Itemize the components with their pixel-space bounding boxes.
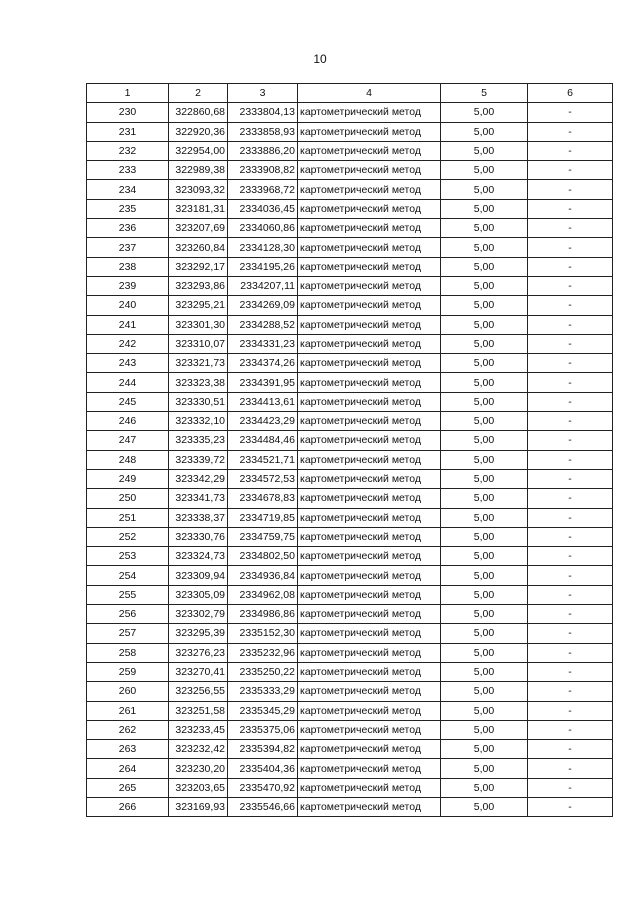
note-cell: -: [528, 392, 613, 411]
x-coordinate-cell: 323310,07: [169, 334, 228, 353]
method-cell: картометрический метод: [298, 238, 441, 257]
accuracy-cell: 5,00: [441, 547, 528, 566]
note-cell: -: [528, 276, 613, 295]
table-row: [87, 527, 613, 546]
accuracy-cell: 5,00: [441, 257, 528, 276]
method-cell: картометрический метод: [298, 431, 441, 450]
table-row: [87, 547, 613, 566]
y-coordinate-cell: 2333886,20: [228, 141, 298, 160]
table-row: [87, 469, 613, 488]
accuracy-cell: 5,00: [441, 566, 528, 585]
accuracy-cell: 5,00: [441, 797, 528, 816]
x-coordinate-cell: 323295,21: [169, 296, 228, 315]
x-coordinate-cell: 323321,73: [169, 354, 228, 373]
accuracy-cell: 5,00: [441, 199, 528, 218]
method-cell: картометрический метод: [298, 682, 441, 701]
note-cell: -: [528, 778, 613, 797]
note-cell: -: [528, 161, 613, 180]
accuracy-cell: 5,00: [441, 238, 528, 257]
x-coordinate-cell: 323256,55: [169, 682, 228, 701]
y-coordinate-cell: 2335470,92: [228, 778, 298, 797]
point-number-cell: 245: [87, 392, 169, 411]
table-row: [87, 373, 613, 392]
x-coordinate-cell: 323339,72: [169, 450, 228, 469]
point-number-cell: 253: [87, 547, 169, 566]
accuracy-cell: 5,00: [441, 585, 528, 604]
method-cell: картометрический метод: [298, 141, 441, 160]
x-coordinate-cell: 323305,09: [169, 585, 228, 604]
y-coordinate-cell: 2334802,50: [228, 547, 298, 566]
note-cell: -: [528, 180, 613, 199]
y-coordinate-cell: 2335546,66: [228, 797, 298, 816]
accuracy-cell: 5,00: [441, 720, 528, 739]
y-coordinate-cell: 2334962,08: [228, 585, 298, 604]
table-row: [87, 141, 613, 160]
table-row: [87, 682, 613, 701]
page-number: 10: [313, 52, 327, 66]
x-coordinate-cell: 323309,94: [169, 566, 228, 585]
point-number-cell: 262: [87, 720, 169, 739]
x-coordinate-cell: 323292,17: [169, 257, 228, 276]
method-cell: картометрический метод: [298, 103, 441, 122]
x-coordinate-cell: 322860,68: [169, 103, 228, 122]
x-coordinate-cell: 323233,45: [169, 720, 228, 739]
column-header: 5: [441, 84, 528, 103]
y-coordinate-cell: 2334288,52: [228, 315, 298, 334]
note-cell: -: [528, 701, 613, 720]
column-header: 6: [528, 84, 613, 103]
y-coordinate-cell: 2334391,95: [228, 373, 298, 392]
x-coordinate-cell: 323341,73: [169, 489, 228, 508]
point-number-cell: 265: [87, 778, 169, 797]
table-row: [87, 334, 613, 353]
method-cell: картометрический метод: [298, 412, 441, 431]
method-cell: картометрический метод: [298, 199, 441, 218]
y-coordinate-cell: 2335152,30: [228, 624, 298, 643]
accuracy-cell: 5,00: [441, 392, 528, 411]
method-cell: картометрический метод: [298, 605, 441, 624]
point-number-cell: 248: [87, 450, 169, 469]
y-coordinate-cell: 2335404,36: [228, 759, 298, 778]
x-coordinate-cell: 323332,10: [169, 412, 228, 431]
y-coordinate-cell: 2334719,85: [228, 508, 298, 527]
method-cell: картометрический метод: [298, 296, 441, 315]
y-coordinate-cell: 2334936,84: [228, 566, 298, 585]
y-coordinate-cell: 2333908,82: [228, 161, 298, 180]
note-cell: -: [528, 334, 613, 353]
note-cell: -: [528, 122, 613, 141]
point-number-cell: 251: [87, 508, 169, 527]
accuracy-cell: 5,00: [441, 759, 528, 778]
x-coordinate-cell: 323251,58: [169, 701, 228, 720]
point-number-cell: 258: [87, 643, 169, 662]
x-coordinate-cell: 323270,41: [169, 662, 228, 681]
x-coordinate-cell: 322989,38: [169, 161, 228, 180]
table-row: [87, 354, 613, 373]
table-row: [87, 180, 613, 199]
method-cell: картометрический метод: [298, 122, 441, 141]
table-header: [87, 84, 613, 103]
point-number-cell: 235: [87, 199, 169, 218]
note-cell: -: [528, 527, 613, 546]
table-row: [87, 759, 613, 778]
y-coordinate-cell: 2334413,61: [228, 392, 298, 411]
point-number-cell: 232: [87, 141, 169, 160]
note-cell: -: [528, 141, 613, 160]
note-cell: -: [528, 431, 613, 450]
y-coordinate-cell: 2333858,93: [228, 122, 298, 141]
method-cell: картометрический метод: [298, 161, 441, 180]
note-cell: -: [528, 219, 613, 238]
method-cell: картометрический метод: [298, 257, 441, 276]
accuracy-cell: 5,00: [441, 276, 528, 295]
table-row: [87, 257, 613, 276]
note-cell: -: [528, 373, 613, 392]
point-number-cell: 256: [87, 605, 169, 624]
accuracy-cell: 5,00: [441, 431, 528, 450]
note-cell: -: [528, 682, 613, 701]
x-coordinate-cell: 323276,23: [169, 643, 228, 662]
note-cell: -: [528, 547, 613, 566]
table-row: [87, 392, 613, 411]
table-row: [87, 643, 613, 662]
table-row: [87, 778, 613, 797]
column-header: 3: [228, 84, 298, 103]
accuracy-cell: 5,00: [441, 682, 528, 701]
y-coordinate-cell: 2334759,75: [228, 527, 298, 546]
point-number-cell: 239: [87, 276, 169, 295]
method-cell: картометрический метод: [298, 508, 441, 527]
table-row: [87, 103, 613, 122]
accuracy-cell: 5,00: [441, 605, 528, 624]
y-coordinate-cell: 2335232,96: [228, 643, 298, 662]
y-coordinate-cell: 2334195,26: [228, 257, 298, 276]
y-coordinate-cell: 2333804,13: [228, 103, 298, 122]
note-cell: -: [528, 103, 613, 122]
point-number-cell: 241: [87, 315, 169, 334]
accuracy-cell: 5,00: [441, 373, 528, 392]
table-row: [87, 720, 613, 739]
y-coordinate-cell: 2334128,30: [228, 238, 298, 257]
accuracy-cell: 5,00: [441, 103, 528, 122]
y-coordinate-cell: 2334060,86: [228, 219, 298, 238]
point-number-cell: 254: [87, 566, 169, 585]
x-coordinate-cell: 323203,65: [169, 778, 228, 797]
point-number-cell: 250: [87, 489, 169, 508]
accuracy-cell: 5,00: [441, 334, 528, 353]
table-row: [87, 740, 613, 759]
method-cell: картометрический метод: [298, 315, 441, 334]
accuracy-cell: 5,00: [441, 412, 528, 431]
x-coordinate-cell: 323232,42: [169, 740, 228, 759]
y-coordinate-cell: 2334521,71: [228, 450, 298, 469]
header-row: [87, 84, 613, 103]
method-cell: картометрический метод: [298, 219, 441, 238]
accuracy-cell: 5,00: [441, 527, 528, 546]
table-row: [87, 219, 613, 238]
point-number-cell: 243: [87, 354, 169, 373]
x-coordinate-cell: 323335,23: [169, 431, 228, 450]
method-cell: картометрический метод: [298, 469, 441, 488]
method-cell: картометрический метод: [298, 759, 441, 778]
y-coordinate-cell: 2335375,06: [228, 720, 298, 739]
table-row: [87, 566, 613, 585]
method-cell: картометрический метод: [298, 585, 441, 604]
point-number-cell: 257: [87, 624, 169, 643]
x-coordinate-cell: 323293,86: [169, 276, 228, 295]
note-cell: -: [528, 797, 613, 816]
x-coordinate-cell: 323295,39: [169, 624, 228, 643]
x-coordinate-cell: 323301,30: [169, 315, 228, 334]
method-cell: картометрический метод: [298, 662, 441, 681]
method-cell: картометрический метод: [298, 334, 441, 353]
y-coordinate-cell: 2335345,29: [228, 701, 298, 720]
note-cell: -: [528, 643, 613, 662]
coordinates-table: [86, 83, 613, 817]
accuracy-cell: 5,00: [441, 450, 528, 469]
y-coordinate-cell: 2334331,23: [228, 334, 298, 353]
method-cell: картометрический метод: [298, 373, 441, 392]
point-number-cell: 266: [87, 797, 169, 816]
point-number-cell: 260: [87, 682, 169, 701]
accuracy-cell: 5,00: [441, 740, 528, 759]
note-cell: -: [528, 450, 613, 469]
accuracy-cell: 5,00: [441, 161, 528, 180]
y-coordinate-cell: 2333968,72: [228, 180, 298, 199]
column-header: 4: [298, 84, 441, 103]
point-number-cell: 261: [87, 701, 169, 720]
x-coordinate-cell: 322920,36: [169, 122, 228, 141]
y-coordinate-cell: 2334484,46: [228, 431, 298, 450]
point-number-cell: 246: [87, 412, 169, 431]
x-coordinate-cell: 323338,37: [169, 508, 228, 527]
table-row: [87, 238, 613, 257]
y-coordinate-cell: 2334036,45: [228, 199, 298, 218]
x-coordinate-cell: 323181,31: [169, 199, 228, 218]
y-coordinate-cell: 2334678,83: [228, 489, 298, 508]
note-cell: -: [528, 759, 613, 778]
x-coordinate-cell: 323093,32: [169, 180, 228, 199]
table-row: [87, 276, 613, 295]
method-cell: картометрический метод: [298, 778, 441, 797]
point-number-cell: 236: [87, 219, 169, 238]
method-cell: картометрический метод: [298, 740, 441, 759]
x-coordinate-cell: 323260,84: [169, 238, 228, 257]
method-cell: картометрический метод: [298, 489, 441, 508]
method-cell: картометрический метод: [298, 566, 441, 585]
table-row: [87, 605, 613, 624]
accuracy-cell: 5,00: [441, 315, 528, 334]
point-number-cell: 244: [87, 373, 169, 392]
x-coordinate-cell: 322954,00: [169, 141, 228, 160]
table-row: [87, 662, 613, 681]
y-coordinate-cell: 2334572,53: [228, 469, 298, 488]
accuracy-cell: 5,00: [441, 469, 528, 488]
table-row: [87, 315, 613, 334]
point-number-cell: 249: [87, 469, 169, 488]
method-cell: картометрический метод: [298, 392, 441, 411]
point-number-cell: 242: [87, 334, 169, 353]
method-cell: картометрический метод: [298, 720, 441, 739]
accuracy-cell: 5,00: [441, 489, 528, 508]
x-coordinate-cell: 323169,93: [169, 797, 228, 816]
accuracy-cell: 5,00: [441, 508, 528, 527]
table-row: [87, 701, 613, 720]
table-row: [87, 585, 613, 604]
point-number-cell: 234: [87, 180, 169, 199]
note-cell: -: [528, 566, 613, 585]
accuracy-cell: 5,00: [441, 624, 528, 643]
note-cell: -: [528, 585, 613, 604]
x-coordinate-cell: 323230,20: [169, 759, 228, 778]
table-row: [87, 508, 613, 527]
accuracy-cell: 5,00: [441, 643, 528, 662]
point-number-cell: 264: [87, 759, 169, 778]
table-row: [87, 296, 613, 315]
table-body: [87, 103, 613, 817]
table-row: [87, 431, 613, 450]
accuracy-cell: 5,00: [441, 701, 528, 720]
method-cell: картометрический метод: [298, 180, 441, 199]
method-cell: картометрический метод: [298, 624, 441, 643]
note-cell: -: [528, 238, 613, 257]
point-number-cell: 263: [87, 740, 169, 759]
method-cell: картометрический метод: [298, 450, 441, 469]
column-header: 2: [169, 84, 228, 103]
note-cell: -: [528, 257, 613, 276]
method-cell: картометрический метод: [298, 354, 441, 373]
method-cell: картометрический метод: [298, 701, 441, 720]
point-number-cell: 230: [87, 103, 169, 122]
table-row: [87, 161, 613, 180]
table-row: [87, 199, 613, 218]
note-cell: -: [528, 624, 613, 643]
x-coordinate-cell: 323207,69: [169, 219, 228, 238]
y-coordinate-cell: 2334986,86: [228, 605, 298, 624]
note-cell: -: [528, 296, 613, 315]
accuracy-cell: 5,00: [441, 141, 528, 160]
x-coordinate-cell: 323330,76: [169, 527, 228, 546]
method-cell: картометрический метод: [298, 547, 441, 566]
x-coordinate-cell: 323324,73: [169, 547, 228, 566]
table-row: [87, 412, 613, 431]
y-coordinate-cell: 2334423,29: [228, 412, 298, 431]
method-cell: картометрический метод: [298, 797, 441, 816]
accuracy-cell: 5,00: [441, 219, 528, 238]
note-cell: -: [528, 489, 613, 508]
table-row: [87, 450, 613, 469]
point-number-cell: 233: [87, 161, 169, 180]
y-coordinate-cell: 2334374,26: [228, 354, 298, 373]
y-coordinate-cell: 2334269,09: [228, 296, 298, 315]
accuracy-cell: 5,00: [441, 662, 528, 681]
note-cell: -: [528, 412, 613, 431]
point-number-cell: 252: [87, 527, 169, 546]
y-coordinate-cell: 2335250,22: [228, 662, 298, 681]
point-number-cell: 259: [87, 662, 169, 681]
point-number-cell: 231: [87, 122, 169, 141]
accuracy-cell: 5,00: [441, 180, 528, 199]
accuracy-cell: 5,00: [441, 778, 528, 797]
accuracy-cell: 5,00: [441, 296, 528, 315]
table-row: [87, 624, 613, 643]
x-coordinate-cell: 323330,51: [169, 392, 228, 411]
point-number-cell: 237: [87, 238, 169, 257]
note-cell: -: [528, 354, 613, 373]
table-row: [87, 797, 613, 816]
note-cell: -: [528, 508, 613, 527]
note-cell: -: [528, 469, 613, 488]
y-coordinate-cell: 2335333,29: [228, 682, 298, 701]
note-cell: -: [528, 662, 613, 681]
accuracy-cell: 5,00: [441, 122, 528, 141]
note-cell: -: [528, 740, 613, 759]
table-row: [87, 489, 613, 508]
x-coordinate-cell: 323323,38: [169, 373, 228, 392]
note-cell: -: [528, 605, 613, 624]
note-cell: -: [528, 199, 613, 218]
y-coordinate-cell: 2335394,82: [228, 740, 298, 759]
method-cell: картометрический метод: [298, 643, 441, 662]
point-number-cell: 247: [87, 431, 169, 450]
point-number-cell: 238: [87, 257, 169, 276]
point-number-cell: 240: [87, 296, 169, 315]
column-header: 1: [87, 84, 169, 103]
x-coordinate-cell: 323302,79: [169, 605, 228, 624]
y-coordinate-cell: 2334207,11: [228, 276, 298, 295]
method-cell: картометрический метод: [298, 276, 441, 295]
point-number-cell: 255: [87, 585, 169, 604]
method-cell: картометрический метод: [298, 527, 441, 546]
note-cell: -: [528, 315, 613, 334]
note-cell: -: [528, 720, 613, 739]
accuracy-cell: 5,00: [441, 354, 528, 373]
x-coordinate-cell: 323342,29: [169, 469, 228, 488]
table-row: [87, 122, 613, 141]
